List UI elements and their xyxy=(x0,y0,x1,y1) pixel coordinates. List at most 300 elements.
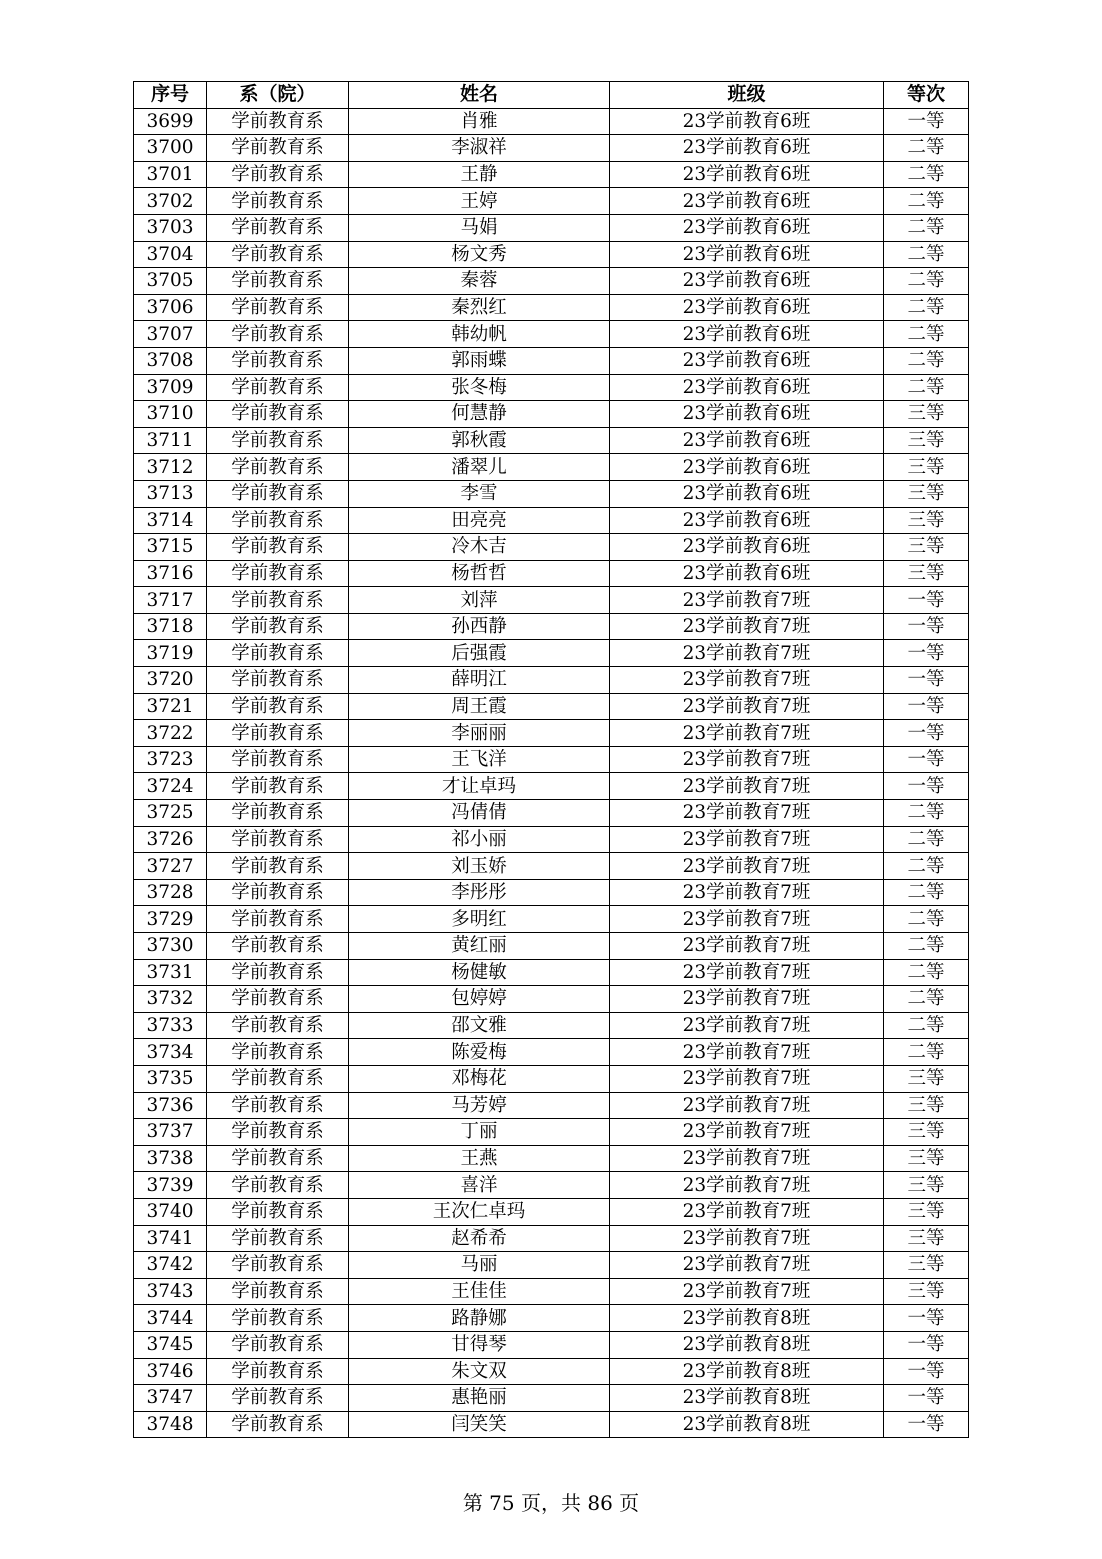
table-row xyxy=(134,773,969,800)
row-grade: 三等 xyxy=(884,401,969,428)
row-seq: 3716 xyxy=(134,560,207,587)
row-department: 学前教育系 xyxy=(207,321,349,348)
row-grade: 二等 xyxy=(884,879,969,906)
table-row xyxy=(134,268,969,295)
row-class: 23学前教育6班 xyxy=(610,268,884,295)
row-class: 23学前教育7班 xyxy=(610,986,884,1013)
row-department: 学前教育系 xyxy=(207,1092,349,1119)
row-department: 学前教育系 xyxy=(207,427,349,454)
table-row xyxy=(134,667,969,694)
row-grade: 三等 xyxy=(884,1252,969,1279)
row-name: 冯倩倩 xyxy=(349,800,610,827)
row-class: 23学前教育8班 xyxy=(610,1305,884,1332)
table-row xyxy=(134,534,969,561)
row-name: 李雪 xyxy=(349,480,610,507)
table-row xyxy=(134,427,969,454)
row-department: 学前教育系 xyxy=(207,214,349,241)
row-grade: 一等 xyxy=(884,693,969,720)
row-name: 薛明江 xyxy=(349,667,610,694)
table-row xyxy=(134,135,969,162)
table-row xyxy=(134,161,969,188)
row-department: 学前教育系 xyxy=(207,1358,349,1385)
row-department: 学前教育系 xyxy=(207,1385,349,1412)
row-grade: 一等 xyxy=(884,1385,969,1412)
page-number: 第 75 页，共 86 页 xyxy=(462,1491,640,1515)
table-row xyxy=(134,933,969,960)
row-name: 包婷婷 xyxy=(349,986,610,1013)
row-grade: 一等 xyxy=(884,773,969,800)
row-name: 张冬梅 xyxy=(349,374,610,401)
row-department: 学前教育系 xyxy=(207,294,349,321)
row-department: 学前教育系 xyxy=(207,720,349,747)
table-row xyxy=(134,587,969,614)
row-seq: 3745 xyxy=(134,1331,207,1358)
row-department: 学前教育系 xyxy=(207,534,349,561)
row-seq: 3706 xyxy=(134,294,207,321)
row-seq: 3746 xyxy=(134,1358,207,1385)
row-name: 李淑祥 xyxy=(349,135,610,162)
row-department: 学前教育系 xyxy=(207,241,349,268)
row-name: 后强霞 xyxy=(349,640,610,667)
row-seq: 3729 xyxy=(134,906,207,933)
row-grade: 一等 xyxy=(884,1305,969,1332)
row-class: 23学前教育7班 xyxy=(610,1012,884,1039)
row-grade: 一等 xyxy=(884,720,969,747)
row-grade: 二等 xyxy=(884,1012,969,1039)
row-department: 学前教育系 xyxy=(207,480,349,507)
table-row xyxy=(134,401,969,428)
row-class: 23学前教育6班 xyxy=(610,507,884,534)
header-seq: 序号 xyxy=(134,82,207,109)
row-name: 孙西静 xyxy=(349,613,610,640)
row-name: 惠艳丽 xyxy=(349,1385,610,1412)
table-row xyxy=(134,214,969,241)
table-row xyxy=(134,1411,969,1438)
table-row xyxy=(134,1145,969,1172)
row-class: 23学前教育7班 xyxy=(610,826,884,853)
table-row xyxy=(134,1252,969,1279)
row-seq: 3718 xyxy=(134,613,207,640)
table-row xyxy=(134,1198,969,1225)
row-grade: 三等 xyxy=(884,1092,969,1119)
row-seq: 3720 xyxy=(134,667,207,694)
row-seq: 3709 xyxy=(134,374,207,401)
row-department: 学前教育系 xyxy=(207,188,349,215)
row-seq: 3701 xyxy=(134,161,207,188)
row-seq: 3700 xyxy=(134,135,207,162)
award-list-table xyxy=(133,81,969,1438)
row-class: 23学前教育6班 xyxy=(610,401,884,428)
table-row xyxy=(134,454,969,481)
row-grade: 三等 xyxy=(884,1172,969,1199)
row-class: 23学前教育7班 xyxy=(610,1039,884,1066)
table-row xyxy=(134,693,969,720)
header-name: 姓名 xyxy=(349,82,610,109)
row-grade: 三等 xyxy=(884,427,969,454)
row-class: 23学前教育6班 xyxy=(610,427,884,454)
row-department: 学前教育系 xyxy=(207,826,349,853)
row-name: 喜洋 xyxy=(349,1172,610,1199)
row-class: 23学前教育7班 xyxy=(610,959,884,986)
row-grade: 二等 xyxy=(884,188,969,215)
row-name: 王燕 xyxy=(349,1145,610,1172)
row-seq: 3711 xyxy=(134,427,207,454)
row-class: 23学前教育7班 xyxy=(610,613,884,640)
row-class: 23学前教育7班 xyxy=(610,1278,884,1305)
row-class: 23学前教育7班 xyxy=(610,693,884,720)
row-seq: 3723 xyxy=(134,746,207,773)
row-class: 23学前教育7班 xyxy=(610,640,884,667)
row-department: 学前教育系 xyxy=(207,135,349,162)
row-class: 23学前教育6班 xyxy=(610,480,884,507)
row-seq: 3721 xyxy=(134,693,207,720)
row-seq: 3744 xyxy=(134,1305,207,1332)
table-row xyxy=(134,879,969,906)
row-grade: 一等 xyxy=(884,613,969,640)
row-class: 23学前教育8班 xyxy=(610,1385,884,1412)
row-seq: 3737 xyxy=(134,1119,207,1146)
row-department: 学前教育系 xyxy=(207,401,349,428)
row-grade: 一等 xyxy=(884,108,969,135)
row-seq: 3722 xyxy=(134,720,207,747)
row-name: 李丽丽 xyxy=(349,720,610,747)
row-grade: 二等 xyxy=(884,959,969,986)
table-row xyxy=(134,1065,969,1092)
row-grade: 二等 xyxy=(884,933,969,960)
row-class: 23学前教育7班 xyxy=(610,879,884,906)
row-name: 多明红 xyxy=(349,906,610,933)
table-row xyxy=(134,613,969,640)
row-department: 学前教育系 xyxy=(207,1065,349,1092)
row-seq: 3747 xyxy=(134,1385,207,1412)
row-name: 王次仁卓玛 xyxy=(349,1198,610,1225)
row-department: 学前教育系 xyxy=(207,454,349,481)
row-grade: 三等 xyxy=(884,560,969,587)
row-grade: 一等 xyxy=(884,1358,969,1385)
row-grade: 三等 xyxy=(884,1278,969,1305)
table-row xyxy=(134,640,969,667)
row-department: 学前教育系 xyxy=(207,1198,349,1225)
row-department: 学前教育系 xyxy=(207,507,349,534)
row-class: 23学前教育6班 xyxy=(610,374,884,401)
table-row xyxy=(134,374,969,401)
row-class: 23学前教育8班 xyxy=(610,1331,884,1358)
row-class: 23学前教育6班 xyxy=(610,321,884,348)
table-row xyxy=(134,1119,969,1146)
row-seq: 3713 xyxy=(134,480,207,507)
row-grade: 二等 xyxy=(884,826,969,853)
table-row xyxy=(134,1012,969,1039)
row-class: 23学前教育7班 xyxy=(610,720,884,747)
table-row xyxy=(134,1278,969,1305)
row-department: 学前教育系 xyxy=(207,1172,349,1199)
row-grade: 二等 xyxy=(884,853,969,880)
table-row xyxy=(134,1092,969,1119)
row-department: 学前教育系 xyxy=(207,374,349,401)
row-seq: 3735 xyxy=(134,1065,207,1092)
header-grade: 等次 xyxy=(884,82,969,109)
row-seq: 3734 xyxy=(134,1039,207,1066)
row-class: 23学前教育6班 xyxy=(610,560,884,587)
row-class: 23学前教育7班 xyxy=(610,1065,884,1092)
table-row xyxy=(134,108,969,135)
row-grade: 二等 xyxy=(884,241,969,268)
row-grade: 一等 xyxy=(884,667,969,694)
row-grade: 三等 xyxy=(884,480,969,507)
row-grade: 一等 xyxy=(884,1331,969,1358)
row-class: 23学前教育8班 xyxy=(610,1411,884,1438)
row-grade: 一等 xyxy=(884,746,969,773)
row-seq: 3717 xyxy=(134,587,207,614)
row-department: 学前教育系 xyxy=(207,108,349,135)
table-row xyxy=(134,560,969,587)
row-department: 学前教育系 xyxy=(207,1278,349,1305)
row-name: 马丽 xyxy=(349,1252,610,1279)
table-row xyxy=(134,1172,969,1199)
row-name: 何慧静 xyxy=(349,401,610,428)
row-class: 23学前教育7班 xyxy=(610,587,884,614)
row-grade: 二等 xyxy=(884,214,969,241)
row-department: 学前教育系 xyxy=(207,1252,349,1279)
table-row xyxy=(134,986,969,1013)
row-class: 23学前教育6班 xyxy=(610,347,884,374)
row-class: 23学前教育6班 xyxy=(610,454,884,481)
row-grade: 二等 xyxy=(884,347,969,374)
row-department: 学前教育系 xyxy=(207,773,349,800)
row-name: 刘玉娇 xyxy=(349,853,610,880)
row-class: 23学前教育7班 xyxy=(610,773,884,800)
table-row xyxy=(134,906,969,933)
row-name: 田亮亮 xyxy=(349,507,610,534)
row-grade: 一等 xyxy=(884,640,969,667)
row-name: 王飞洋 xyxy=(349,746,610,773)
row-department: 学前教育系 xyxy=(207,1039,349,1066)
row-grade: 二等 xyxy=(884,294,969,321)
row-name: 周王霞 xyxy=(349,693,610,720)
row-class: 23学前教育6班 xyxy=(610,135,884,162)
row-name: 杨哲哲 xyxy=(349,560,610,587)
table-row xyxy=(134,1358,969,1385)
row-class: 23学前教育7班 xyxy=(610,800,884,827)
row-seq: 3733 xyxy=(134,1012,207,1039)
row-name: 冷木吉 xyxy=(349,534,610,561)
row-seq: 3699 xyxy=(134,108,207,135)
table-row xyxy=(134,1385,969,1412)
row-name: 才让卓玛 xyxy=(349,773,610,800)
table-body xyxy=(134,108,969,1438)
row-department: 学前教育系 xyxy=(207,853,349,880)
row-name: 路静娜 xyxy=(349,1305,610,1332)
row-class: 23学前教育6班 xyxy=(610,294,884,321)
row-department: 学前教育系 xyxy=(207,933,349,960)
table-header-row xyxy=(134,82,969,109)
row-grade: 一等 xyxy=(884,1411,969,1438)
row-name: 秦烈红 xyxy=(349,294,610,321)
row-class: 23学前教育7班 xyxy=(610,1252,884,1279)
row-name: 刘萍 xyxy=(349,587,610,614)
row-grade: 三等 xyxy=(884,1119,969,1146)
table-row xyxy=(134,294,969,321)
table-row xyxy=(134,1331,969,1358)
row-seq: 3715 xyxy=(134,534,207,561)
row-class: 23学前教育6班 xyxy=(610,161,884,188)
row-name: 韩幼帆 xyxy=(349,321,610,348)
row-name: 潘翠儿 xyxy=(349,454,610,481)
row-seq: 3741 xyxy=(134,1225,207,1252)
row-class: 23学前教育7班 xyxy=(610,853,884,880)
row-name: 郭雨蝶 xyxy=(349,347,610,374)
row-class: 23学前教育7班 xyxy=(610,1198,884,1225)
header-class: 班级 xyxy=(610,82,884,109)
row-name: 赵希希 xyxy=(349,1225,610,1252)
row-seq: 3724 xyxy=(134,773,207,800)
row-department: 学前教育系 xyxy=(207,587,349,614)
row-grade: 三等 xyxy=(884,1065,969,1092)
row-grade: 二等 xyxy=(884,374,969,401)
row-class: 23学前教育7班 xyxy=(610,1119,884,1146)
table-row xyxy=(134,321,969,348)
row-grade: 三等 xyxy=(884,1145,969,1172)
row-department: 学前教育系 xyxy=(207,1411,349,1438)
row-seq: 3727 xyxy=(134,853,207,880)
row-name: 丁丽 xyxy=(349,1119,610,1146)
row-seq: 3708 xyxy=(134,347,207,374)
row-department: 学前教育系 xyxy=(207,613,349,640)
row-name: 黄红丽 xyxy=(349,933,610,960)
row-name: 杨健敏 xyxy=(349,959,610,986)
row-name: 朱文双 xyxy=(349,1358,610,1385)
row-seq: 3714 xyxy=(134,507,207,534)
row-seq: 3739 xyxy=(134,1172,207,1199)
row-seq: 3740 xyxy=(134,1198,207,1225)
row-seq: 3703 xyxy=(134,214,207,241)
row-seq: 3707 xyxy=(134,321,207,348)
row-department: 学前教育系 xyxy=(207,906,349,933)
row-grade: 二等 xyxy=(884,161,969,188)
row-name: 甘得琴 xyxy=(349,1331,610,1358)
table-row xyxy=(134,480,969,507)
row-name: 马芳婷 xyxy=(349,1092,610,1119)
table-row xyxy=(134,1039,969,1066)
row-class: 23学前教育7班 xyxy=(610,1092,884,1119)
table-row xyxy=(134,347,969,374)
row-name: 陈爱梅 xyxy=(349,1039,610,1066)
row-seq: 3736 xyxy=(134,1092,207,1119)
row-name: 王静 xyxy=(349,161,610,188)
row-grade: 二等 xyxy=(884,1039,969,1066)
row-seq: 3702 xyxy=(134,188,207,215)
row-class: 23学前教育6班 xyxy=(610,188,884,215)
table-row xyxy=(134,188,969,215)
row-class: 23学前教育7班 xyxy=(610,933,884,960)
table-row xyxy=(134,507,969,534)
row-department: 学前教育系 xyxy=(207,879,349,906)
table-row xyxy=(134,800,969,827)
row-department: 学前教育系 xyxy=(207,161,349,188)
row-seq: 3710 xyxy=(134,401,207,428)
row-department: 学前教育系 xyxy=(207,1145,349,1172)
row-class: 23学前教育6班 xyxy=(610,534,884,561)
row-class: 23学前教育6班 xyxy=(610,214,884,241)
header-department: 系（院） xyxy=(207,82,349,109)
row-class: 23学前教育7班 xyxy=(610,1145,884,1172)
table-row xyxy=(134,746,969,773)
row-grade: 一等 xyxy=(884,587,969,614)
row-department: 学前教育系 xyxy=(207,1119,349,1146)
row-department: 学前教育系 xyxy=(207,1225,349,1252)
row-department: 学前教育系 xyxy=(207,1305,349,1332)
row-grade: 三等 xyxy=(884,454,969,481)
row-seq: 3712 xyxy=(134,454,207,481)
row-name: 闫笑笑 xyxy=(349,1411,610,1438)
row-grade: 二等 xyxy=(884,906,969,933)
row-department: 学前教育系 xyxy=(207,800,349,827)
row-department: 学前教育系 xyxy=(207,667,349,694)
row-class: 23学前教育6班 xyxy=(610,241,884,268)
row-name: 李彤彤 xyxy=(349,879,610,906)
row-department: 学前教育系 xyxy=(207,560,349,587)
row-seq: 3726 xyxy=(134,826,207,853)
row-grade: 三等 xyxy=(884,534,969,561)
row-grade: 三等 xyxy=(884,1198,969,1225)
row-seq: 3738 xyxy=(134,1145,207,1172)
row-class: 23学前教育8班 xyxy=(610,1358,884,1385)
table-row xyxy=(134,1225,969,1252)
row-seq: 3704 xyxy=(134,241,207,268)
row-class: 23学前教育7班 xyxy=(610,667,884,694)
row-grade: 三等 xyxy=(884,1225,969,1252)
row-department: 学前教育系 xyxy=(207,746,349,773)
row-seq: 3732 xyxy=(134,986,207,1013)
row-seq: 3742 xyxy=(134,1252,207,1279)
row-seq: 3731 xyxy=(134,959,207,986)
row-class: 23学前教育7班 xyxy=(610,906,884,933)
row-class: 23学前教育7班 xyxy=(610,746,884,773)
row-seq: 3719 xyxy=(134,640,207,667)
row-name: 王佳佳 xyxy=(349,1278,610,1305)
row-grade: 二等 xyxy=(884,321,969,348)
row-grade: 二等 xyxy=(884,986,969,1013)
row-name: 祁小丽 xyxy=(349,826,610,853)
row-grade: 二等 xyxy=(884,268,969,295)
row-grade: 二等 xyxy=(884,135,969,162)
row-seq: 3730 xyxy=(134,933,207,960)
row-seq: 3728 xyxy=(134,879,207,906)
row-seq: 3705 xyxy=(134,268,207,295)
row-name: 王婷 xyxy=(349,188,610,215)
row-department: 学前教育系 xyxy=(207,347,349,374)
row-department: 学前教育系 xyxy=(207,640,349,667)
row-name: 郭秋霞 xyxy=(349,427,610,454)
row-seq: 3743 xyxy=(134,1278,207,1305)
table-row xyxy=(134,720,969,747)
row-name: 马娟 xyxy=(349,214,610,241)
row-name: 邓梅花 xyxy=(349,1065,610,1092)
row-name: 邵文雅 xyxy=(349,1012,610,1039)
row-class: 23学前教育7班 xyxy=(610,1225,884,1252)
table-row xyxy=(134,1305,969,1332)
row-seq: 3748 xyxy=(134,1411,207,1438)
row-name: 肖雅 xyxy=(349,108,610,135)
row-department: 学前教育系 xyxy=(207,959,349,986)
row-name: 杨文秀 xyxy=(349,241,610,268)
row-department: 学前教育系 xyxy=(207,1012,349,1039)
row-grade: 三等 xyxy=(884,507,969,534)
table-row xyxy=(134,959,969,986)
row-grade: 二等 xyxy=(884,800,969,827)
row-seq: 3725 xyxy=(134,800,207,827)
row-department: 学前教育系 xyxy=(207,1331,349,1358)
